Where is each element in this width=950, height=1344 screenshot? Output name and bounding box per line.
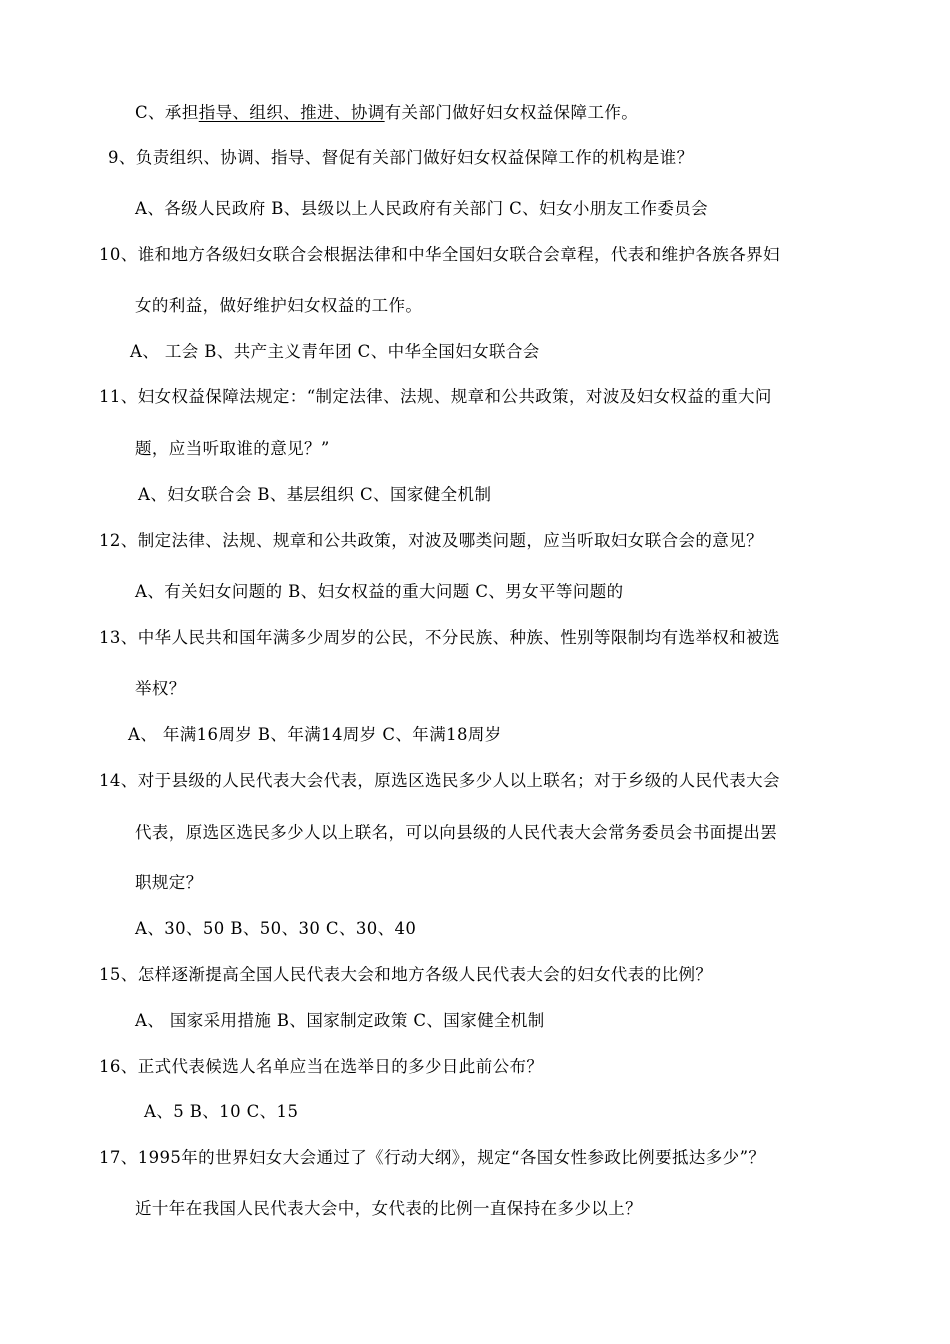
q10-question-line1: 10、谁和地方各级妇女联合会根据法律和中华全国妇女联合会章程，代表和维护各族各界妇: [99, 245, 780, 264]
q8-option-c-suffix: 有关部门做好妇女权益保障工作。: [384, 103, 639, 122]
q11-question-line2: 题，应当听取谁的意见？”: [135, 439, 330, 458]
q14-options: A、30、50 B、50、30 C、30、40: [135, 919, 417, 938]
q16-question: 16、正式代表候选人名单应当在选举日的多少日此前公布？: [99, 1057, 544, 1076]
q11-question-line1: 11、妇女权益保障法规定：“制定法律、法规、规章和公共政策，对波及妇女权益的重大问: [99, 387, 772, 406]
q13-options: A、 年满16周岁 B、年满14周岁 C、年满18周岁: [128, 725, 502, 744]
q10-question-line2: 女的利益，做好维护妇女权益的工作。: [135, 296, 423, 315]
q11-options: A、妇女联合会 B、基层组织 C、国家健全机制: [138, 485, 492, 504]
q16-options: A、5 B、10 C、15: [144, 1102, 299, 1121]
q8-option-c: [135, 102, 638, 124]
q17-question-line1: 17、1995年的世界妇女大会通过了《行动大纲》，规定“各国女性参政比例要抵达多少”？: [99, 1148, 766, 1167]
q13-question-line1: 13、中华人民共和国年满多少周岁的公民，不分民族、种族、性别等限制均有选举权和被选: [99, 628, 780, 647]
q14-question-line2: 代表，原选区选民多少人以上联名，可以向县级的人民代表大会常务委员会书面提出罢: [135, 823, 778, 842]
q15-options: A、 国家采用措施 B、国家制定政策 C、国家健全机制: [135, 1011, 545, 1030]
q8-option-c-underlined: 指导、组织、推进、协调: [198, 103, 385, 122]
q9-options: A、各级人民政府 B、县级以上人民政府有关部门 C、妇女小朋友工作委员会: [135, 199, 709, 218]
q14-question-line3: 职规定？: [135, 873, 203, 892]
q9-question: 9、负责组织、协调、指导、督促有关部门做好妇女权益保障工作的机构是谁？: [108, 148, 694, 167]
q10-options: A、 工会 B、共产主义青年团 C、中华全国妇女联合会: [130, 342, 540, 361]
q12-options: A、有关妇女问题的 B、妇女权益的重大问题 C、男女平等问题的: [135, 582, 624, 601]
q8-option-c-prefix: C、承担: [135, 103, 199, 122]
q12-question: 12、制定法律、法规、规章和公共政策，对波及哪类问题，应当听取妇女联合会的意见？: [99, 531, 763, 550]
q15-question: 15、怎样逐渐提高全国人民代表大会和地方各级人民代表大会的妇女代表的比例？: [99, 965, 713, 984]
q17-question-line2: 近十年在我国人民代表大会中，女代表的比例一直保持在多少以上？: [135, 1199, 642, 1218]
q14-question-line1: 14、对于县级的人民代表大会代表，原选区选民多少人以上联名；对于乡级的人民代表大会: [99, 771, 780, 790]
q13-question-line2: 举权？: [135, 679, 186, 698]
